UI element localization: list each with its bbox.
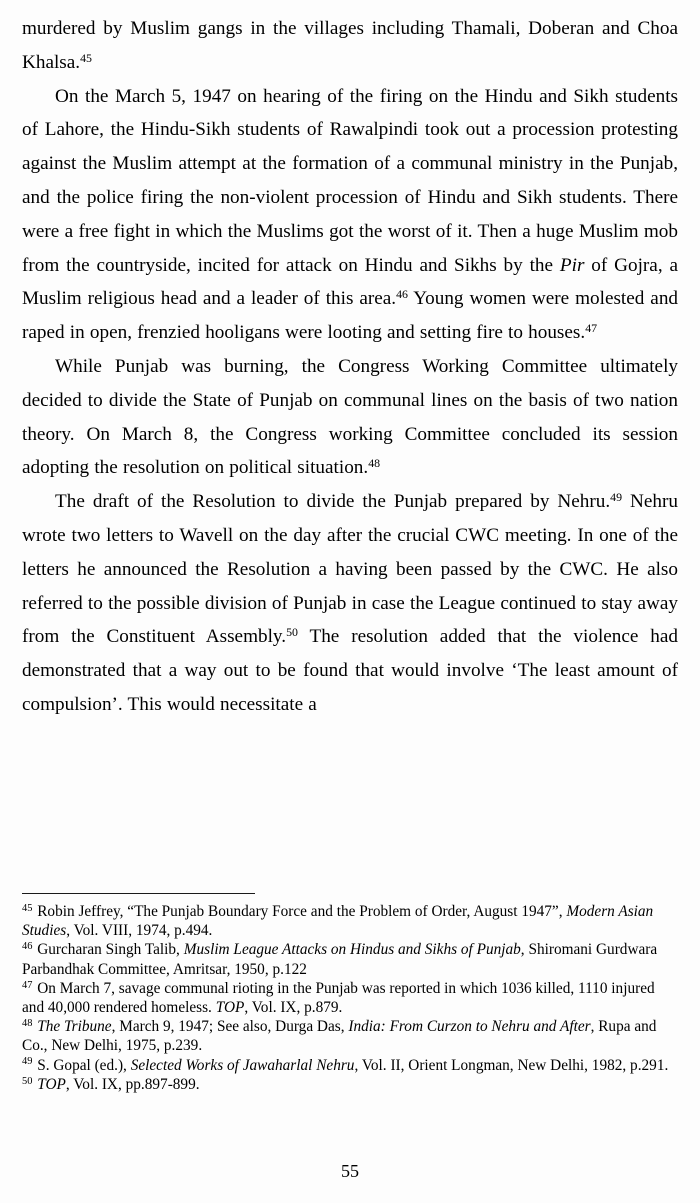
footnote-item-49 [22, 1056, 678, 1075]
italic-run: Selected Works of Jawaharlal Nehru [130, 1056, 355, 1074]
footnote-reference-48: 48 [368, 456, 381, 471]
footnote-number: 45 [22, 902, 33, 914]
text-run: , March 9, 1947; See also, Durga Das, [111, 1018, 349, 1036]
text-run: of Gojra, a Muslim religious head and a leader of this area. [22, 254, 678, 310]
text-run: , Shiromani Gurdwara Parbandhak Committee, Amritsar, 1950, p.122 [22, 941, 658, 978]
text-run: , Vol. II, Orient Longman, New Delhi, 1982, p.291. [354, 1056, 669, 1074]
body-paragraph [22, 80, 678, 350]
italic-run: TOP [215, 999, 245, 1017]
text-run: The draft of the Resolution to divide the Punjab prepared by Nehru. [55, 491, 611, 513]
footnote-section [22, 893, 678, 1094]
footnote-reference-47: 47 [585, 320, 598, 335]
text-run: Robin Jeffrey, “The Punjab Boundary Force and the Problem of Order, August 1947”, [37, 903, 567, 920]
footnote-reference-49: 49 [610, 489, 623, 504]
italic-run: Pir [559, 254, 585, 276]
text-run: Nehru wrote two letters to Wavell on the day after the crucial CWC meeting. In one of the letters he announced the Resolution a having been passed by the CWC. He also referred to the possible division of Punjab in case the League continued to stay away from the Constituent Assembly. [22, 491, 678, 648]
footnote-separator-rule [22, 893, 255, 894]
footnote-number: 48 [22, 1018, 33, 1030]
text-run: On the March 5, 1947 on hearing of the firing on the Hindu and Sikh students of Lahore, the Hindu-Sikh students of Rawalpindi took out a procession protesting against the Muslim attempt at the formation of a communal ministry in the Punjab, and the police firing the non-violent procession of Hindu and Sikh students. There were a free fight in which the Muslims got the worst of it. Then a huge Muslim mob from the countryside, incited for attack on Hindu and Sikhs by the [22, 85, 678, 276]
italic-run: TOP [37, 1075, 66, 1093]
page-number: 55 [341, 1161, 359, 1181]
body-text-column [22, 12, 678, 722]
text-run: The resolution added that the violence had demonstrated that a way out to be found that would involve ‘The least amount of compulsion’. This would necessitate a [22, 626, 678, 715]
body-paragraph [22, 350, 678, 485]
text-run: On March 7, savage communal rioting in the Punjab was reported in which 1036 killed, 1110 injured and 40,000 rendered homeless. [22, 979, 655, 1017]
text-run: While Punjab was burning, the Congress Working Committee ultimately decided to divide the State of Punjab on communal lines on the basis of two nation theory. On March 8, the Congress working Committee concluded its session adopting the resolution on political situation. [22, 355, 678, 479]
italic-run: Modern Asian Studies [22, 903, 654, 940]
text-run: Gurcharan Singh Talib, [37, 941, 184, 959]
text-run: Young women were molested and raped in open, frenzied hooligans were looting and setting fire to houses. [22, 288, 679, 344]
footnote-number: 50 [22, 1075, 33, 1087]
text-run: , Vol. IX, p.879. [244, 999, 343, 1017]
text-run: S. Gopal (ed.), [37, 1056, 131, 1074]
footnote-reference-50: 50 [286, 625, 298, 640]
footnote-number: 46 [22, 941, 33, 953]
italic-run: The Tribune [37, 1018, 112, 1036]
footnote-reference-46: 46 [396, 287, 408, 302]
footnote-item-45 [22, 902, 678, 940]
footnote-reference-45: 45 [80, 50, 92, 65]
footnote-number: 47 [22, 979, 33, 991]
text-run: murdered by Muslim gangs in the villages including Thamali, Doberan and Choa Khalsa. [22, 18, 678, 73]
footnote-item-50 [22, 1075, 678, 1094]
paragraph-list [22, 12, 678, 722]
footnote-number: 49 [22, 1056, 33, 1068]
footnote-item-47 [22, 979, 678, 1017]
italic-run: India: From Curzon to Nehru and After [348, 1018, 591, 1036]
text-run: , Rupa and Co., New Delhi, 1975, p.239. [22, 1018, 657, 1055]
footnote-list [22, 902, 678, 1094]
italic-run: Muslim League Attacks on Hindus and Sikhs of Punjab [183, 941, 521, 959]
body-paragraph [22, 485, 678, 722]
body-paragraph [22, 12, 678, 80]
footnote-item-46 [22, 940, 678, 978]
text-run: , Vol. VIII, 1974, p.494. [66, 922, 213, 940]
footnote-item-48 [22, 1017, 678, 1055]
text-run: , Vol. IX, pp.897-899. [65, 1075, 200, 1093]
